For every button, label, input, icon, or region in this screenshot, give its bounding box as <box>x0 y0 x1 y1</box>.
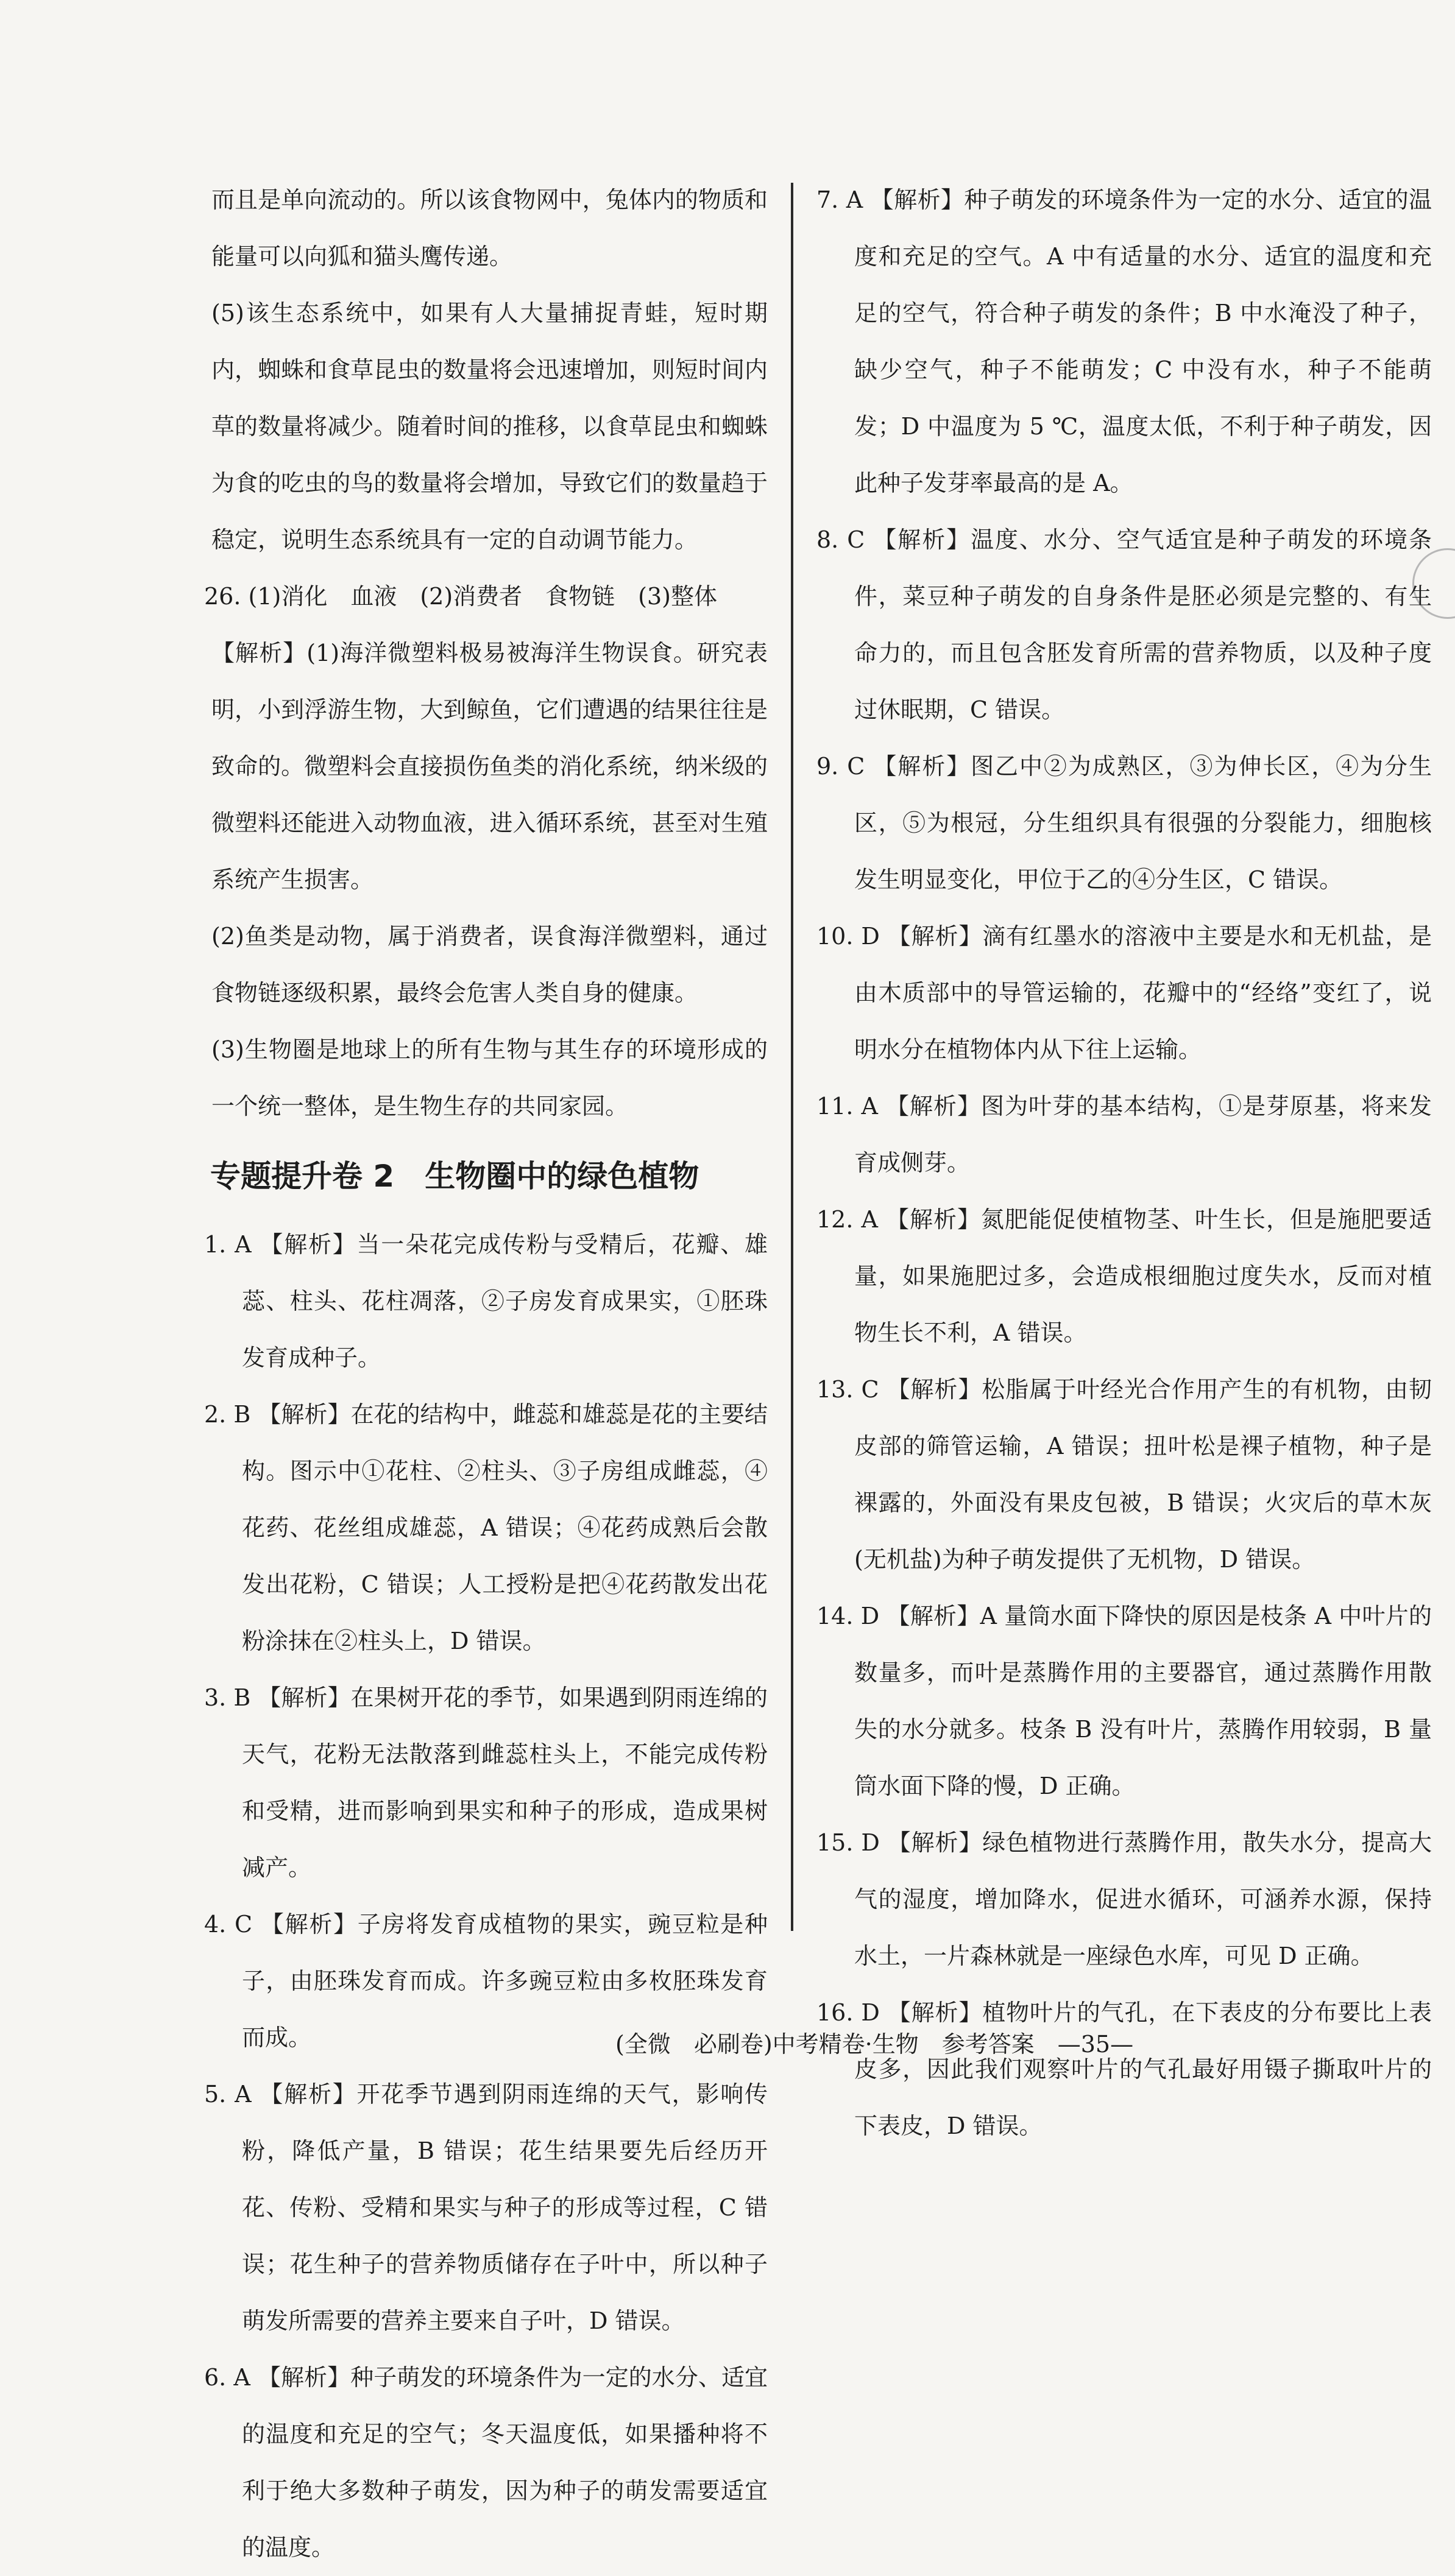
explanation: 【解析】(1)海洋微塑料极易被海洋生物误食。研究表明，小到浮游生物，大到鲸鱼，它们遭遇的结果往往是致命的。微塑料会直接损伤鱼类的消化系统，纳米级的微塑料还能进入动物血液，进入循环系统，甚至对生殖系统产生损害。 <box>211 640 768 893</box>
paragraph: 而且是单向流动的。所以该食物网中，兔体内的物质和能量可以向狐和猫头鹰传递。 <box>211 186 768 270</box>
answer-13: 13. C 【解析】松脂属于叶经光合作用产生的有机物，由韧皮部的筛管运输，A 错误；扭叶松是裸子植物，种子是裸露的，外面没有果皮包被，B 错误；火灾后的草木灰(无机盐)为种子萌发提供了无机物，D 错误。 <box>816 1376 1432 1573</box>
answer-14: 14. D 【解析】A 量筒水面下降快的原因是枝条 A 中叶片的数量多，而叶是蒸腾作用的主要器官，通过蒸腾作用散失的水分就多。枝条 B 没有叶片，蒸腾作用较弱，B 量筒水面下降的慢，D 正确。 <box>816 1603 1432 1799</box>
answer-11: 11. A 【解析】图为叶芽的基本结构，①是芽原基，将来发育成侧芽。 <box>816 1093 1432 1176</box>
explanation: (3)生物圈是地球上的所有生物与其生存的环境形成的一个统一整体，是生物生存的共同家园。 <box>211 1036 768 1120</box>
answer-1: 1. A 【解析】当一朵花完成传粉与受精后，花瓣、雄蕊、柱头、花柱凋落，②子房发育成果实，①胚珠发育成种子。 <box>204 1231 768 1371</box>
answer-4: 4. C 【解析】子房将发育成植物的果实，豌豆粒是种子，由胚珠发育而成。许多豌豆粒由多枚胚珠发育而成。 <box>204 1911 768 2051</box>
answer-8: 8. C 【解析】温度、水分、空气适宜是种子萌发的环境条件，菜豆种子萌发的自身条件是胚必须是完整的、有生命力的，而且包含胚发育所需的营养物质，以及种子度过休眠期，C 错误。 <box>816 526 1432 723</box>
left-column <box>204 172 768 2576</box>
section-title: 专题提升卷 2 生物圈中的绿色植物 <box>210 1159 699 1194</box>
answer-9: 9. C 【解析】图乙中②为成熟区，③为伸长区，④为分生区，⑤为根冠，分生组织具有很强的分裂能力，细胞核发生明显变化，甲位于乙的④分生区，C 错误。 <box>816 753 1432 893</box>
answer-10: 10. D 【解析】滴有红墨水的溶液中主要是水和无机盐，是由木质部中的导管运输的，花瓣中的“经络”变红了，说明水分在植物体内从下往上运输。 <box>816 923 1432 1063</box>
answer-6: 6. A 【解析】种子萌发的环境条件为一定的水分、适宜的温度和充足的空气；冬天温度低，如果播种将不利于绝大多数种子萌发，因为种子的萌发需要适宜的温度。 <box>204 2364 768 2561</box>
answer-3: 3. B 【解析】在果树开花的季节，如果遇到阴雨连绵的天气，花粉无法散落到雌蕊柱头上，不能完成传粉和受精，进而影响到果实和种子的形成，造成果树减产。 <box>204 1684 768 1881</box>
right-column <box>816 172 1432 2154</box>
answer-7: 7. A 【解析】种子萌发的环境条件为一定的水分、适宜的温度和充足的空气。A 中有适量的水分、适宜的温度和充足的空气，符合种子萌发的条件；B 中水淹没了种子，缺少空气，种子不能萌发；C 中没有水，种子不能萌发；D 中温度为 5 ℃，温度太低，不利于种子萌发，因此种子发芽率最高的是 A。 <box>816 186 1432 496</box>
answer-16: 16. D 【解析】植物叶片的气孔，在下表皮的分布要比上表皮多，因此我们观察叶片的气孔最好用镊子撕取叶片的下表皮，D 错误。 <box>816 1999 1432 2139</box>
column-divider <box>791 183 793 1931</box>
page-footer: (全微 必刷卷)中考精卷·生物 参考答案 —35— <box>615 2031 1134 2058</box>
answer-12: 12. A 【解析】氮肥能促使植物茎、叶生长，但是施肥要适量，如果施肥过多，会造成根细胞过度失水，反而对植物生长不利，A 错误。 <box>816 1206 1432 1346</box>
answer-2: 2. B 【解析】在花的结构中，雌蕊和雄蕊是花的主要结构。图示中①花柱、②柱头、③子房组成雌蕊，④花药、花丝组成雄蕊，A 错误；④花药成熟后会散发出花粉，C 错误；人工授粉是把④花药散发出花粉涂抹在②柱头上，D 错误。 <box>204 1401 768 1654</box>
answer-15: 15. D 【解析】绿色植物进行蒸腾作用，散失水分，提高大气的湿度，增加降水，促进水循环，可涵养水源，保持水土，一片森林就是一座绿色水库，可见 D 正确。 <box>816 1829 1432 1969</box>
explanation: (2)鱼类是动物，属于消费者，误食海洋微塑料，通过食物链逐级积累，最终会危害人类自身的健康。 <box>211 923 768 1006</box>
answer-5: 5. A 【解析】开花季节遇到阴雨连绵的天气，影响传粉，降低产量，B 错误；花生结果要先后经历开花、传粉、受精和果实与种子的形成等过程，C 错误；花生种子的营养物质储存在子叶中，所以种子萌发所需要的营养主要来自子叶，D 错误。 <box>204 2081 768 2334</box>
answer-26: 26. (1)消化 血液 (2)消费者 食物链 (3)整体 <box>204 583 717 610</box>
paragraph: (5)该生态系统中，如果有人大量捕捉青蛙，短时期内，蜘蛛和食草昆虫的数量将会迅速增加，则短时间内草的数量将减少。随着时间的推移，以食草昆虫和蜘蛛为食的吃虫的鸟的数量将会增加，导致它们的数量趋于稳定，说明生态系统具有一定的自动调节能力。 <box>211 300 768 553</box>
